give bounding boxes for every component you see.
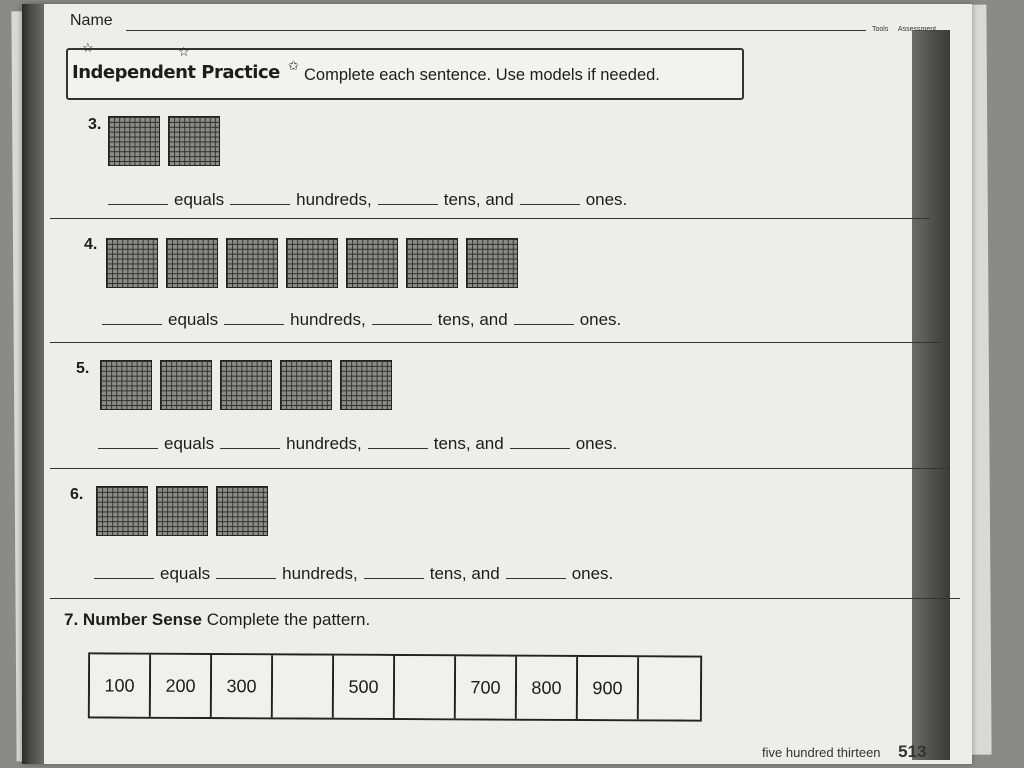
tens-text: tens, and (437, 310, 508, 329)
pattern-cell: 300 (212, 655, 273, 717)
hundreds-text: hundreds, (286, 434, 362, 453)
tens-text: tens, and (429, 564, 500, 583)
answer-blank[interactable] (102, 323, 162, 325)
pattern-cell: 800 (517, 657, 578, 719)
problem-number: 4. (84, 236, 98, 253)
hundreds-text: hundreds, (290, 310, 366, 329)
page-number: 513 (898, 742, 927, 761)
pattern-cell: 700 (456, 656, 517, 718)
pattern-table (88, 652, 702, 721)
problem-number: 7. (64, 610, 79, 629)
answer-blank[interactable] (224, 323, 284, 325)
sentence (96, 310, 621, 330)
star-icon: ☆ (82, 40, 94, 55)
problem-number: 3. (88, 116, 102, 133)
hundred-block (220, 360, 272, 410)
problem-number: 5. (76, 360, 90, 377)
equals-text: equals (174, 190, 225, 209)
pattern-cell: 900 (578, 657, 639, 719)
ones-text: ones. (575, 434, 618, 453)
ones-text: ones. (585, 190, 628, 209)
divider (50, 218, 930, 219)
hundreds-text: hundreds, (296, 190, 372, 209)
answer-blank[interactable] (216, 577, 276, 579)
tens-text: tens, and (433, 434, 504, 453)
pattern-cell: 100 (90, 654, 151, 716)
answer-blank[interactable] (108, 203, 168, 205)
hundred-block (166, 238, 218, 288)
margin-bar (912, 30, 950, 760)
equals-text: equals (168, 310, 219, 329)
number-sense-prompt: Complete the pattern. (206, 610, 371, 629)
problem-number: 6. (70, 486, 84, 503)
page-words: five hundred thirteen (762, 745, 881, 760)
independent-practice-banner (66, 40, 744, 100)
name-label: Name (70, 12, 113, 29)
sentence (92, 434, 617, 454)
ones-text: ones. (571, 564, 614, 583)
banner-instruction: Complete each sentence. Use models if needed. (304, 66, 660, 84)
answer-blank[interactable] (220, 447, 280, 449)
name-field (70, 12, 113, 30)
ones-text: ones. (579, 310, 622, 329)
answer-blank[interactable] (510, 447, 570, 449)
hundred-block (96, 486, 148, 536)
hundred-block (340, 360, 392, 410)
hundred-block (286, 238, 338, 288)
answer-blank[interactable] (514, 323, 574, 325)
answer-blank[interactable] (94, 577, 154, 579)
hundred-block (226, 238, 278, 288)
hundred-block (106, 238, 158, 288)
answer-blank[interactable] (98, 447, 158, 449)
tens-text: tens, and (443, 190, 514, 209)
pattern-blank-cell[interactable] (639, 657, 700, 719)
answer-blank[interactable] (364, 577, 424, 579)
star-icon: ☆ (178, 44, 190, 59)
hundreds-text: hundreds, (282, 564, 358, 583)
hundred-block (160, 360, 212, 410)
answer-blank[interactable] (520, 203, 580, 205)
pattern-blank-cell[interactable] (273, 655, 334, 717)
hundred-block (406, 238, 458, 288)
pattern-cell: 200 (151, 655, 212, 717)
number-sense-heading (64, 610, 370, 630)
hundred-blocks (96, 486, 268, 536)
worksheet-page (22, 4, 972, 764)
hundred-block (108, 116, 160, 166)
answer-blank[interactable] (372, 323, 432, 325)
number-sense-title: Number Sense (82, 610, 202, 629)
equals-text: equals (164, 434, 215, 453)
answer-blank[interactable] (506, 577, 566, 579)
pattern-blank-cell[interactable] (395, 656, 456, 718)
hundred-blocks (108, 116, 220, 166)
divider (50, 342, 940, 343)
hundred-block (466, 238, 518, 288)
tools-tags (872, 26, 944, 33)
hundred-block (280, 360, 332, 410)
assessment-tag: Assessment (897, 26, 937, 33)
hundred-block (346, 238, 398, 288)
divider (50, 468, 950, 469)
tools-tag: Tools (872, 26, 889, 33)
page-footer (762, 742, 927, 762)
answer-blank[interactable] (378, 203, 438, 205)
answer-blank[interactable] (230, 203, 290, 205)
hundred-block (100, 360, 152, 410)
hundred-blocks (106, 238, 518, 288)
hundred-block (216, 486, 268, 536)
divider (50, 598, 960, 599)
star-icon: ✩ (288, 58, 299, 73)
hundred-block (156, 486, 208, 536)
name-line (126, 30, 866, 31)
hundred-blocks (100, 360, 392, 410)
equals-text: equals (160, 564, 211, 583)
sentence (102, 190, 627, 210)
binding-edge (22, 4, 44, 764)
answer-blank[interactable] (368, 447, 428, 449)
sentence (88, 564, 613, 584)
banner-title: Independent Practice (72, 62, 280, 83)
hundred-block (168, 116, 220, 166)
pattern-cell: 500 (334, 656, 395, 718)
